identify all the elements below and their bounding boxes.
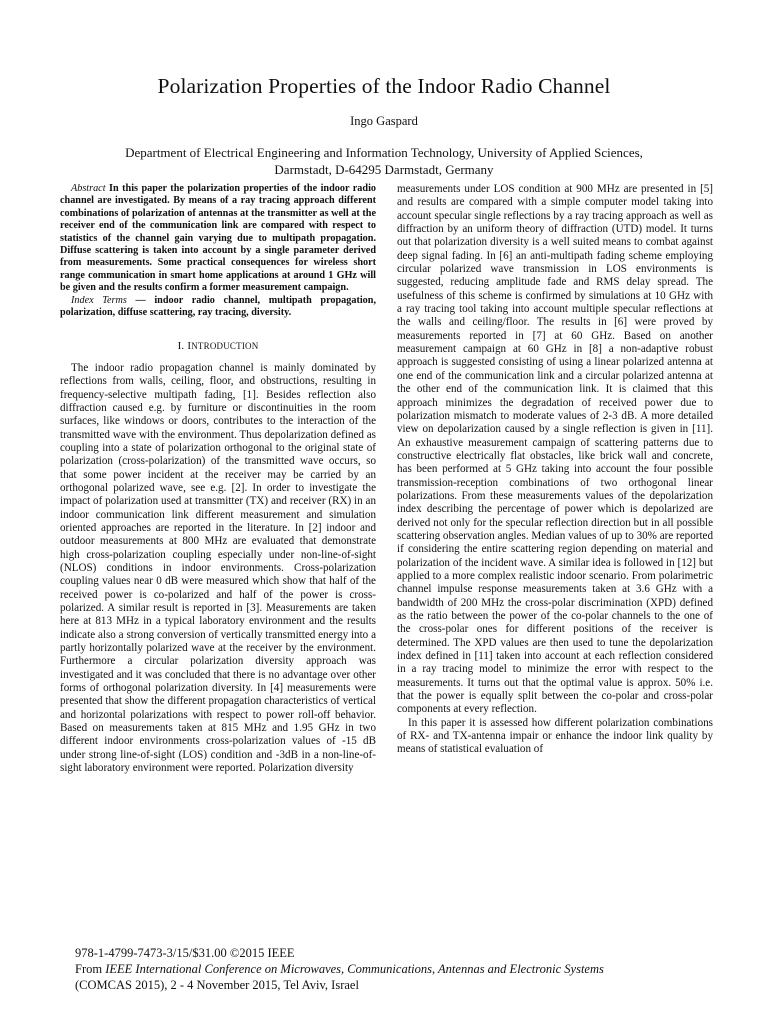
right-column <box>397 183 713 757</box>
body-paragraph-1: The indoor radio propagation channel is mainly dominated by reflections from walls, ceiling, floor, and obstructions, resulting in frequency-selective multipath fading, [1]. Besides reflection also diffraction caused e.g. by furniture or discontinuities in the room surfaces, like windows or doors, contributes to the interaction of the transmitted wave with the environment. Thus depolarization defined as coupling into a state of polarization orthogonal to the original state of polarization (cross-polarization) of the transmitted wave occurs, so that some power incident at the receiver may be carried by an orthogonal polarized wave, see e.g. [2]. In order to investigate the impact of polarization used at transmitter (TX) and receiver (RX) in an indoor communication link different measurement and simulation oriented approaches are reported in the literature. In [2] indoor and outdoor measurements at 800 MHz are evaluated that demonstrate high cross-polarization coupling especially under non-line-of-sight (NLOS) conditions in indoor environments. Cross-polarization coupling values near 0 dB were measured which show that half of the received power is co-polarized and half of the power is cross-polarized. A similar result is reported in [3]. Measurements are taken here at 813 MHz in a typical laboratory environment and the results indicate also a strong conversion of vertically transmitted energy into a partly horizontally polarized wave at the receiver by the environment. Furthermore a circular polarization diversity approach was investigated and it was concluded that there is no advantage over other forms of orthogonal polarization diversity. In [4] measurements were presented that show the different propagation characteristics of vertical and horizontal polarizations with respect to power roll-off behavior. Based on measurements taken at 815 MHz and 1.95 GHz in two different indoor environments cross-polarization values of -15 dB under strong line-of-sight (LOS) condition and -3dB in a non-line-of-sight laboratory environment were reported. Polarization diversity <box>60 361 376 775</box>
section-title-first: I <box>187 340 192 353</box>
author-name: Ingo Gaspard <box>350 114 418 128</box>
paper-title: Polarization Properties of the Indoor Radio Channel <box>157 74 611 98</box>
body-paragraph-3: In this paper it is assessed how different polarization combinations of RX- and TX-antenna impair or enhance the indoor link quality by means of statistical evaluation of <box>397 716 713 756</box>
from-label: From <box>75 962 103 976</box>
abstract <box>60 183 376 295</box>
affiliation-line-1: Department of Electrical Engineering and Information Technology, University of Applied Sciences, <box>125 145 643 160</box>
conference-name: IEEE International Conference on Microwaves, Communications, Antennas and Electronic Systems <box>105 962 604 976</box>
left-column <box>60 183 376 775</box>
body-paragraph-2: measurements under LOS condition at 900 MHz are presented in [5] and results are compared with a simple computer model taking into account specular single reflections by a ray tracing approach as well as diffraction by an uniform theory of diffraction (UTD) model. It turns out that polarization diversity is a well suited means to combat against deep signal fading. In [6] an anti-multipath fading scheme employing circular polarized wave transmission in LOS environments is suggested, reducing amplitude fade and RMS delay spread. The usefulness of this scheme is confirmed by simulations at 10 GHz with a ray tracing tool taking into account multiple specular reflections at the walls and ceiling/floor. The results in [6] were proved by measurements reported in [7] at 60 GHz. Based on another measurement campaign at 60 GHz in [8] a non-adaptive robust approach is suggested consisting of using a linear polarized antenna at one end of the communication link and a circular polarized antenna at the other end of the communication link. It is claimed that this approach minimizes the degradation of received power due to polarization mismatch to moderate values of 2-3 dB. A more detailed view on depolarization caused by a single reflection is given in [11]. An exhaustive measurement campaign of scattering patterns due to constructive electrically flat obstacles, like brick wall and concrete, has been performed at 5 GHz taking into account the four possible transmission-reception combinations of two orthogonal linear polarizations. From these measurements values of the depolarization index describing the percentage of power which is depolarized are derived not only for the specular reflection direction but in all possible scattering observation angles. Median values of up to 30% are reported if considering the entire scattering region depending on material and polarization of the incident wave. A similar idea is followed in [12] but applied to a more complex realistic indoor scenario. From polarimetric channel impulse response measurements taken at 3.6 GHz with a bandwidth of 200 MHz the cross-polar discrimination (XPD) defined as the ratio between the power of the co-polar channels to the one of the cross-polar ones for different positions of the receiver is determined. The XPD values are then used to tune the depolarization index defined in [11] taken into account at each reflection considered in a ray tracing model to minimize the error with respect to the measurements. It turns out that the optimal value is approx. 50% i.e. that the power is equally split between the co-polar and cross-polar components at every reflection. <box>397 183 713 716</box>
index-terms-label: Index Terms <box>71 294 127 306</box>
conference-line <box>75 961 725 977</box>
copyright-line: 978-1-4799-7473-3/15/$31.00 ©2015 IEEE <box>75 946 295 960</box>
affiliation-line-2: Darmstadt, D-64295 Darmstadt, Germany <box>274 161 494 177</box>
index-terms-text: indoor radio channel, multipath propagation, polarization, diffuse scattering, ray tracing, diversity. <box>60 294 376 319</box>
abstract-text: In this paper the polarization properties of the indoor radio channel are investigated. By means of a ray tracing approach different combinations of polarization of antennas at the transmitter as well at the receiver end of the communication link are compared with respect to statistics of the channel gain varying due to multipath propagation. Diffuse scattering is taken into account by a single parameter derived from measurements. Some practical consequences for wireless short range communication in smart home applications at around 1 GHz will be given and the results confirm a former measurement campaign. <box>60 183 376 294</box>
section-heading-introduction <box>60 340 376 353</box>
footer <box>75 945 725 993</box>
section-number: I. <box>177 340 185 353</box>
section-title-rest: NTRODUCTION <box>191 341 259 352</box>
abstract-label: Abstract <box>71 183 106 194</box>
index-terms: Index Terms — indoor radio channel, multipath propagation, polarization, diffuse scattering, ray tracing, diversity. <box>60 294 376 319</box>
affiliation <box>60 145 708 178</box>
conference-location: (COMCAS 2015), 2 - 4 November 2015, Tel Aviv, Israel <box>75 978 359 992</box>
